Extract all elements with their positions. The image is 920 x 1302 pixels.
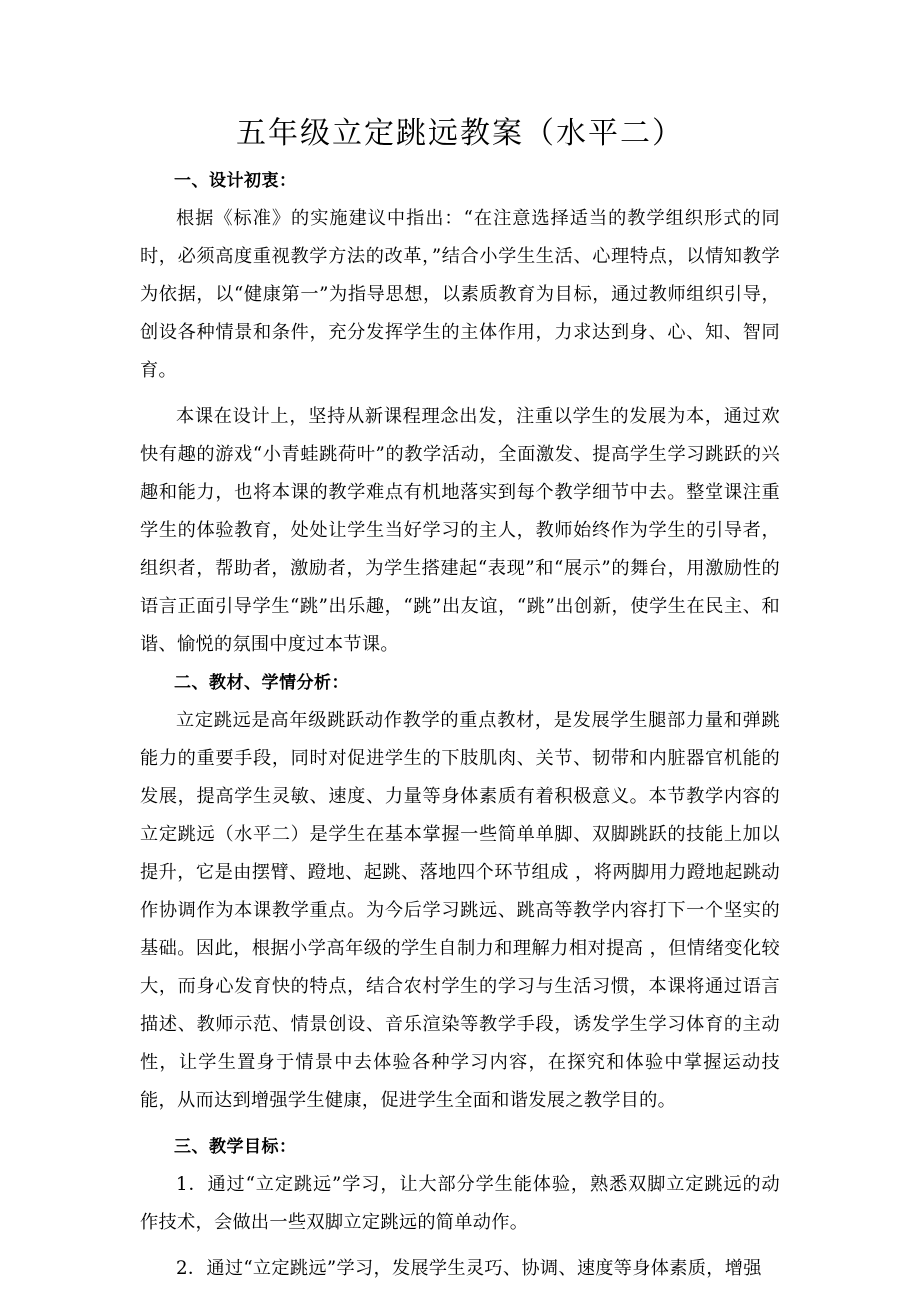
- section-design-intent: [140, 162, 780, 664]
- section-heading: 三、教学目标：: [174, 1137, 297, 1157]
- document-body: [140, 162, 780, 1288]
- section-heading: 一、设计初衷：: [174, 171, 297, 191]
- section-heading: 二、教材、学情分析：: [174, 673, 349, 693]
- paragraph: 根据《标准》的实施建议中指出：“在注意选择适当的教学组织形式的同时，必须高度重视教学方法的改革，”结合小学生生活、心理特点，以情知教学为依据，以“健康第一”为指导思想，以素质教育为目标，通过教师组织引导，创设各种情景和条件，充分发挥学生的主体作用，力求达到身、心、知、智同育。: [140, 208, 780, 381]
- paragraph: 1．通过“立定跳远”学习，让大部分学生能体验，熟悉双脚立定跳远的动作技术，会做出一些双脚立定跳远的简单动作。: [140, 1174, 780, 1233]
- paragraph: 立定跳远是高年级跳跃动作教学的重点教材，是发展学生腿部力量和弹跳能力的重要手段，同时对促进学生的下肢肌肉、关节、韧带和内脏器官机能的发展，提高学生灵敏、速度、力量等身体素质有着积极意义。本节教学内容的立定跳远（水平二）是学生在基本掌握一些简单单脚、双脚跳跃的技能上加以提升，它是由摆臂、蹬地、起跳、落地四个环节组成 ，将两脚用力蹬地起跳动作协调作为本课教学重点。为今后学习跳远、跳高等教学内容打下一个坚实的基础。因此，根据小学高年级的学生自制力和理解力相对提高 ，但情绪变化较大，而身心发育快的特点，结合农村学生的学习与生活习惯，本课将通过语言描述、教师示范、情景创设、音乐渲染等教学手段，诱发学生学习体育的主动性，让学生置身于情景中去体验各种学习内容，在探究和体验中掌握运动技能，从而达到增强学生健康，促进学生全面和谐发展之教学目的。: [140, 710, 780, 1111]
- section-material-analysis: [140, 664, 780, 1120]
- section-teaching-goals: [140, 1128, 780, 1288]
- document-title: 五年级立定跳远教案（水平二）: [236, 116, 684, 151]
- paragraph: 2．通过“立定跳远”学习，发展学生灵巧、协调、速度等身体素质，增强: [176, 1258, 762, 1279]
- paragraph: 本课在设计上，坚持从新课程理念出发，注重以学生的发展为本，通过欢快有趣的游戏“小青蛙跳荷叶”的教学活动，全面激发、提高学生学习跳跃的兴趣和能力，也将本课的教学难点有机地落实到每个教学细节中去。整堂课注重学生的体验教育，处处让学生当好学习的主人，教师始终作为学生的引导者，组织者，帮助者，激励者，为学生搭建起“表现”和“展示”的舞台，用激励性的语言正面引导学生“跳”出乐趣，“跳”出友谊，“跳”出创新，使学生在民主、和谐、愉悦的氛围中度过本节课。: [140, 406, 780, 655]
